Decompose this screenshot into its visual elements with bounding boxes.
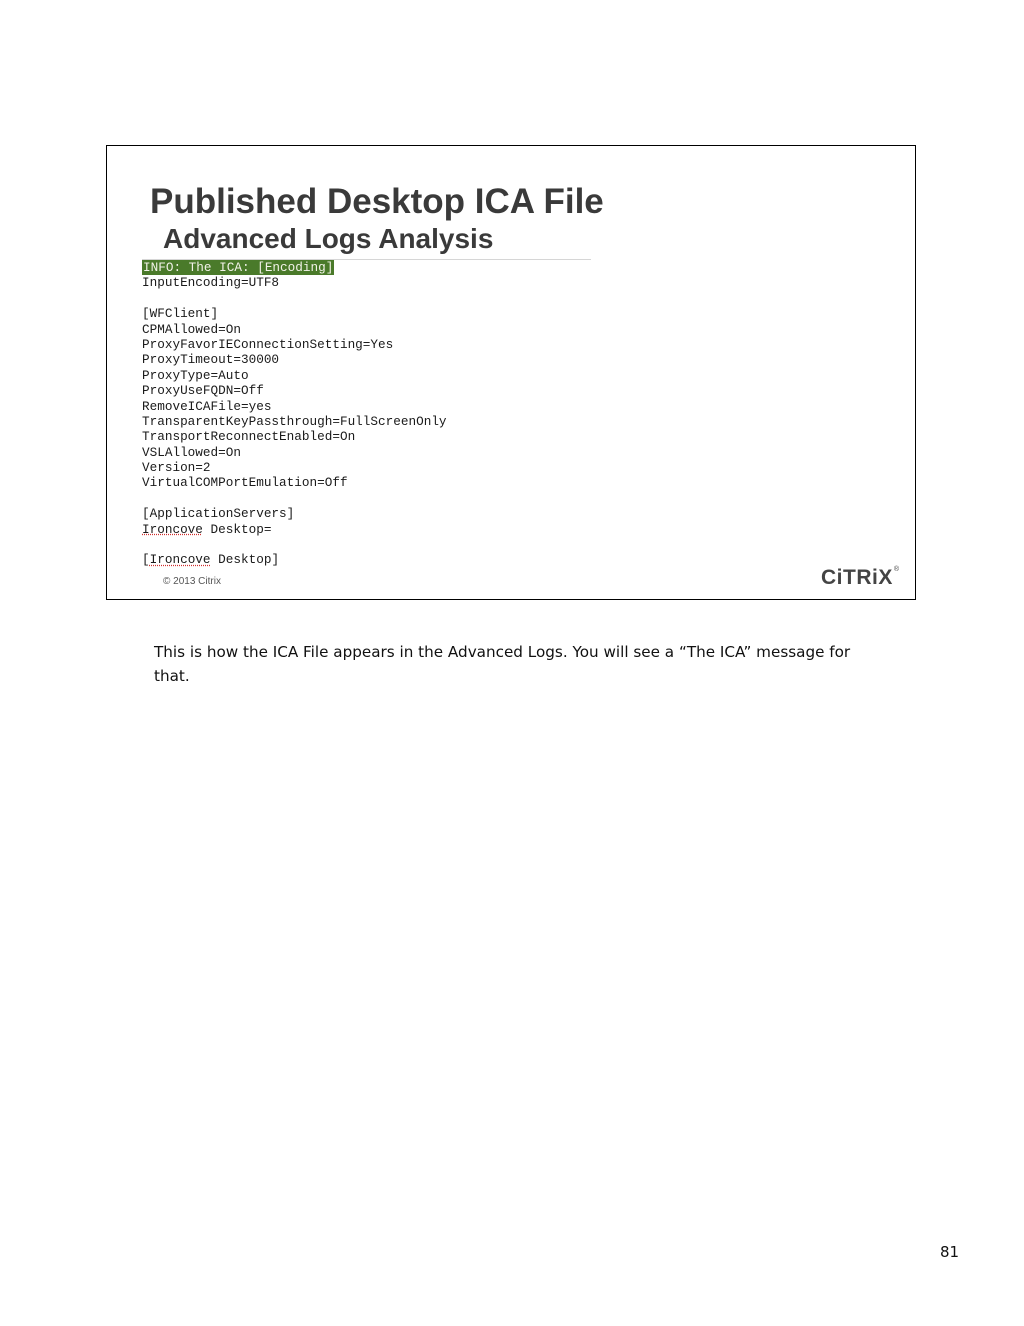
- slide-caption: This is how the ICA File appears in the Advanced Logs. You will see a “The ICA” message for that.: [154, 643, 851, 685]
- log-line-section: [142, 552, 742, 567]
- registered-mark: ®: [893, 566, 900, 573]
- log-highlight-text: INFO: The ICA: [Encoding]: [143, 260, 334, 275]
- log-line-app-server: [142, 522, 742, 537]
- slide-frame: [106, 145, 916, 600]
- log-line: TransparentKeyPassthrough=FullScreenOnly: [142, 413, 447, 429]
- log-line-highlight: [142, 260, 742, 275]
- log-line: [WFClient]: [142, 306, 219, 322]
- log-line: Version=2: [142, 460, 211, 476]
- section-open-bracket: [: [142, 552, 150, 568]
- copyright-notice: © 2013 Citrix: [163, 576, 221, 587]
- page-number: 81: [940, 1243, 960, 1261]
- log-line: ProxyTimeout=30000: [142, 352, 280, 368]
- log-line: CPMAllowed=On: [142, 321, 241, 337]
- app-server-suffix: Desktop=: [202, 521, 272, 537]
- section-name: Ironcove: [149, 552, 211, 568]
- slide-title: Published Desktop ICA File: [150, 182, 604, 221]
- log-line: InputEncoding=UTF8: [142, 275, 280, 291]
- slide-subtitle: Advanced Logs Analysis: [163, 223, 494, 254]
- app-server-name: Ironcove: [142, 521, 203, 537]
- section-suffix: Desktop]: [210, 552, 280, 568]
- citrix-logo: [821, 566, 900, 590]
- ica-log-listing: [142, 260, 742, 568]
- log-line: ProxyType=Auto: [142, 367, 249, 383]
- log-line-blank: [142, 537, 742, 552]
- log-line: [ApplicationServers]: [142, 506, 295, 522]
- log-line: ProxyFavorIEConnectionSetting=Yes: [142, 336, 394, 352]
- log-line: RemoveICAFile=yes: [142, 398, 272, 414]
- log-line: ProxyUseFQDN=Off: [142, 383, 264, 399]
- citrix-logo-text: CiTRiX: [821, 566, 893, 589]
- log-line: TransportReconnectEnabled=On: [142, 429, 356, 445]
- log-line: [142, 291, 742, 306]
- log-line: VirtualCOMPortEmulation=Off: [142, 475, 348, 491]
- log-line: VSLAllowed=On: [142, 444, 241, 460]
- log-line: [142, 491, 742, 506]
